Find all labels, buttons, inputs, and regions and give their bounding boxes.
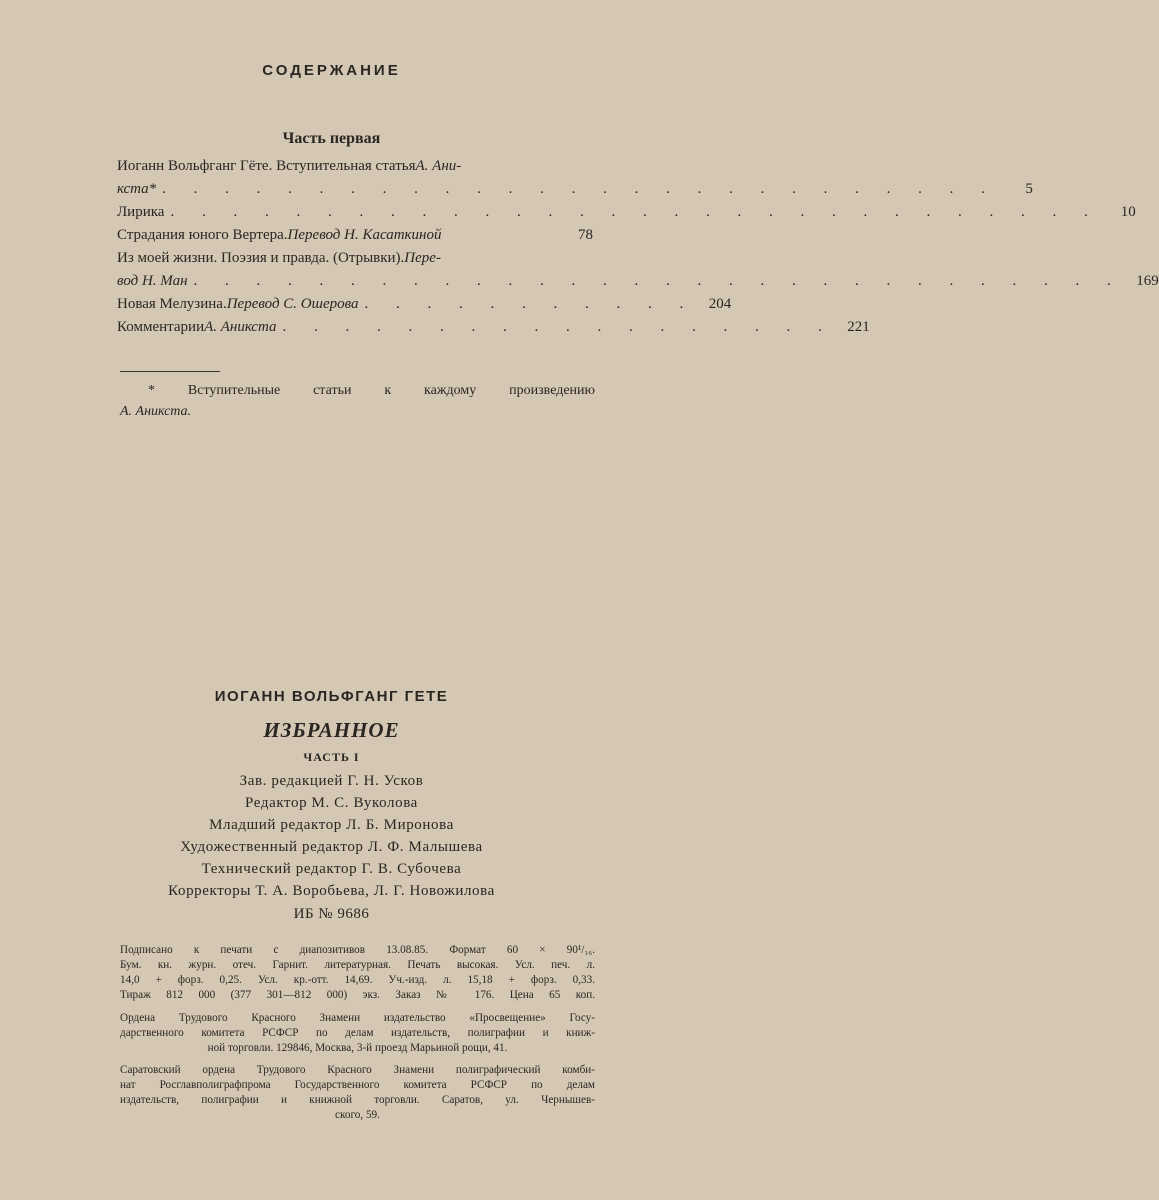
staff-line: Зав. редакцией Г. Н. Усков <box>239 773 424 789</box>
toc-page-number: 169 <box>1136 273 1159 289</box>
footnote-line-1: * Вступительные статьи к каждому произведению <box>148 383 595 398</box>
publisher-line: Ордена Трудового Красного Знамени издательство «Просвещение» Госу- <box>120 1012 595 1024</box>
toc-page-number: 78 <box>578 227 593 243</box>
footnote <box>120 380 595 422</box>
toc-entry-poetry-truth-line2: вод Н. Ман . . . . . . . . . . . . . . . . . . . . . . . . . . . . . . 169 <box>117 273 1159 289</box>
print-details-line: Подписано к печати с диапозитивов 13.08.85. Формат 60 × 90¹/₁₆. <box>120 944 595 956</box>
print-details-line: Бум. кн. журн. отеч. Гарнит. литературная. Печать высокая. Усл. печ. л. <box>120 959 595 971</box>
print-details-line: 14,0 + форз. 0,25. Усл. кр.-отт. 14,69. Уч.-изд. л. 15,18 + форз. 0,33. <box>120 974 595 986</box>
part-title: Часть первая <box>282 130 381 147</box>
ib-number: ИБ № 9686 <box>293 906 370 922</box>
publisher-info <box>120 1011 595 1056</box>
toc-entry-lyrics: Лирика . . . . . . . . . . . . . . . . . . . . . . . . . . . . . . 10 <box>117 204 1136 220</box>
footnote-line-2: А. Аникста. <box>120 404 192 419</box>
staff-line: Технический редактор Г. В. Субочева <box>201 861 462 877</box>
toc-entry-werther: Страдания юного Вертера. Перевод Н. Касаткиной 78 <box>117 227 593 243</box>
printer-info <box>120 1063 595 1123</box>
toc-entry-intro-line1: Иоганн Вольфганг Гёте. Вступительная статья А. Ани- <box>117 158 462 174</box>
print-details <box>120 943 595 1003</box>
toc-page-number: 10 <box>1120 204 1136 220</box>
staff-line: Художественный редактор Л. Ф. Малышева <box>180 839 483 855</box>
publisher-line: дарственного комитета РСФСР по делам издательств, полиграфии и книж- <box>120 1027 595 1039</box>
publisher-line: ной торговли. 129846, Москва, 3-й проезд Марьиной рощи, 41. <box>207 1042 508 1054</box>
staff-line: Младший редактор Л. Б. Миронова <box>209 817 454 833</box>
print-details-line: Тираж 812 000 (377 301—812 000) экз. Заказ № 176. Цена 65 коп. <box>120 989 595 1001</box>
toc-entry-poetry-truth-line1: Из моей жизни. Поэзия и правда. (Отрывки). Пере- <box>117 250 441 266</box>
toc-entry-melusine: Новая Мелузина. Перевод С. Ошерова . . . . . . . . . . . 204 <box>117 296 732 312</box>
toc-page-number: 5 <box>1025 181 1033 197</box>
book-author: ИОГАНН ВОЛЬФГАНГ ГЕТЕ <box>214 688 449 705</box>
contents-heading: СОДЕРЖАНИЕ <box>262 62 401 79</box>
toc-entry-intro-line2: кста * . . . . . . . . . . . . . . . . . . . . . . . . . . . 5 <box>117 181 1033 197</box>
printer-line: ского, 59. <box>335 1109 380 1121</box>
printer-line: Саратовский ордена Трудового Красного Знамени полиграфический комби- <box>120 1064 595 1076</box>
footnote-divider <box>120 371 220 372</box>
toc-page-number: 221 <box>847 319 870 335</box>
printer-line: нат Росглавполиграфпрома Государственного комитета РСФСР по делам <box>120 1079 595 1091</box>
book-title: ИЗБРАННОЕ <box>263 718 400 742</box>
toc-entry-commentary: Комментарии А. Аникста . . . . . . . . . . . . . . . . . . 221 <box>117 319 870 335</box>
staff-line: Редактор М. С. Вуколова <box>245 795 418 811</box>
staff-line: Корректоры Т. А. Воробьева, Л. Г. Новожилова <box>168 883 495 899</box>
toc-page-number: 204 <box>708 296 732 312</box>
book-volume: ЧАСТЬ I <box>303 750 360 764</box>
printer-line: издательств, полиграфии и книжной торговли. Саратов, ул. Чернышев- <box>120 1094 595 1106</box>
